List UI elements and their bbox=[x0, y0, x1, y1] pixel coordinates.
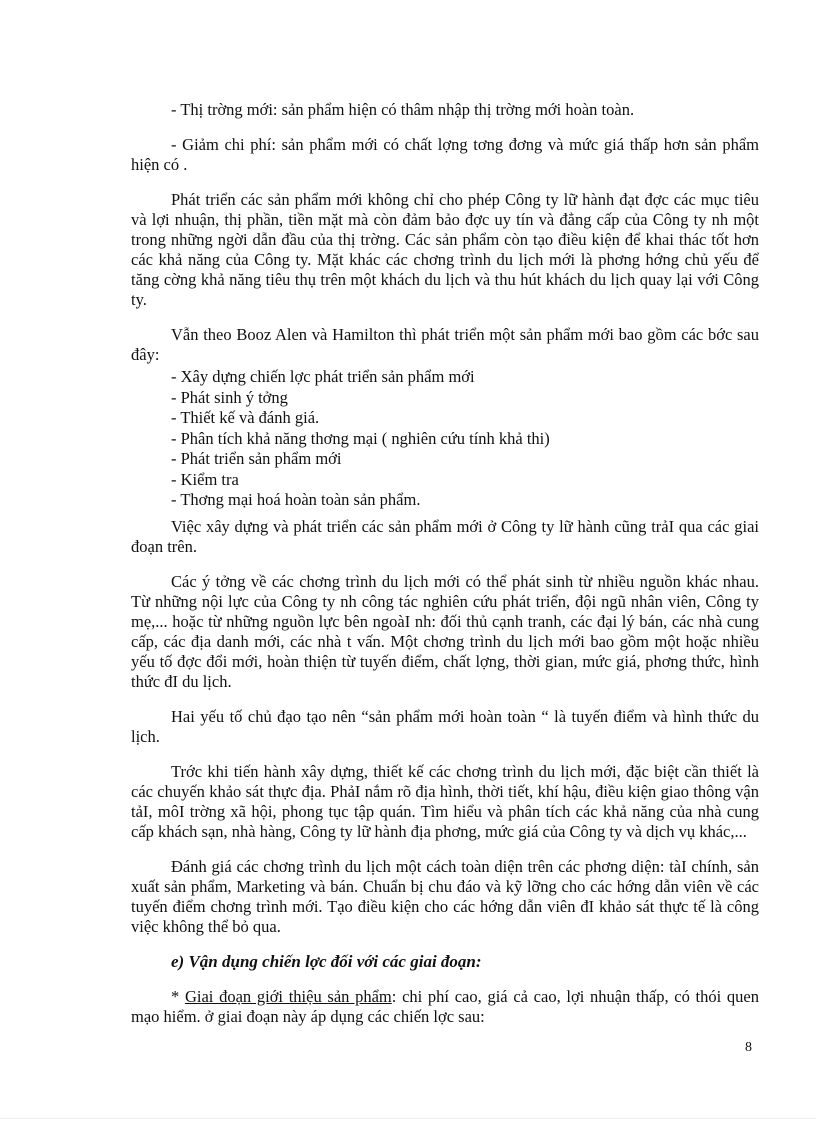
list-item: - Kiểm tra bbox=[171, 469, 239, 489]
underlined-term: Giai đoạn giới thiệu sản phẩm bbox=[184, 986, 392, 1006]
list-item: - Phát sinh ý tởng bbox=[171, 387, 288, 407]
list-item: - Thơng mại hoá hoàn toàn sản phẩm. bbox=[171, 490, 421, 509]
paragraph-intro-stage bbox=[131, 987, 759, 1027]
page-number: 8 bbox=[745, 1040, 752, 1055]
paragraph-benefits: Phát triển các sản phẩm mới không chỉ cho phép Công ty lữ hành đạt đợc các mục tiêu và lợi nhuận, thị phần, tiền mặt mà còn đảm bảo đợc uy tín và đẳng cấp của Công ty nh một trong những ngời dẫn đầu của thị trờng. Các sản phẩm còn tạo điều kiện để khai thác tốt hơn các khả năng của Công ty. Mặt khác các chơng trình du lịch mới là phơng hớng chủ yếu để tăng cờng khả năng tiêu thụ trên một khách du lịch và thu hút khách du lịch quay lại với Công ty. bbox=[131, 190, 759, 309]
paragraph-ideas: Các ý tởng về các chơng trình du lịch mới có thể phát sinh từ nhiều nguồn khác nhau. Từ những nội lực của Công ty nh công tác nghiên cứu phát triển, đội ngũ nhân viên, Công ty mẹ,... hoặc từ những nguồn lực bên ngoàI nh: đối thủ cạnh tranh, các đại lý bán, các nhà cung cấp, các địa danh mới, các nhà t vấn. Một chơng trình du lịch mới bao gồm một hoặc nhiều yếu tố đợc đổi mới, hoàn thiện từ tuyến điểm, chất lợng, thời gian, mức giá, phơng thức, hình thức đI du lịch. bbox=[131, 571, 759, 691]
list-item: - Phân tích khả năng thơng mại ( nghiên cứu tính khả thi) bbox=[171, 428, 550, 448]
paragraph-key-factors: Hai yếu tố chủ đạo tạo nên “sản phẩm mới hoàn toàn “ là tuyến điểm và hình thức du lịch. bbox=[131, 706, 759, 746]
list-item: - Phát triển sản phẩm mới bbox=[171, 449, 342, 468]
document-body bbox=[131, 100, 759, 1042]
steps-list bbox=[131, 367, 759, 511]
bullet-prefix: * bbox=[171, 986, 185, 1006]
paragraph-cost-reduction: - Giảm chi phí: sản phẩm mới có chất lợng tơng đơng và mức giá thấp hơn sản phẩm hiện có . bbox=[131, 135, 759, 174]
list-item: - Thiết kế và đánh giá. bbox=[171, 408, 320, 427]
list-item: - Xây dựng chiến lợc phát triển sản phẩm mới bbox=[171, 367, 475, 386]
paragraph-process: Việc xây dựng và phát triển các sản phẩm mới ở Công ty lữ hành cũng trảI qua các giai đoạn trên. bbox=[131, 516, 759, 556]
paragraph-new-market: - Thị trờng mới: sản phẩm hiện có thâm nhập thị trờng mới hoàn toàn. bbox=[171, 100, 635, 119]
paragraph-survey: Trớc khi tiến hành xây dựng, thiết kế các chơng trình du lịch mới, đặc biệt cần thiết là các chuyến khảo sát thực địa. PhảI nắm rõ địa hình, thời tiết, khí hậu, điều kiện giao thông vận tảI, môI trờng xã hội, phong tục tập quán. Tìm hiểu và phân tích các khả năng của nhà cung cấp khách sạn, nhà hàng, Công ty lữ hành địa phơng, mức giá của Công ty và dịch vụ khác,... bbox=[131, 761, 759, 841]
section-heading: e) Vận dụng chiến lợc đối với các giai đoạn: bbox=[171, 951, 482, 971]
paragraph-evaluation: Đánh giá các chơng trình du lịch một cách toàn diện trên các phơng diện: tàI chính, sản xuất sản phẩm, Marketing và bán. Chuẩn bị chu đáo và kỹ lỡng cho các hớng dẫn viên về các tuyến điểm chơng trình mới. Tạo điều kiện cho các hớng dẫn viên đI khảo sát thực tế là công việc không thể bỏ qua. bbox=[131, 856, 759, 936]
page-bottom-divider bbox=[0, 1118, 816, 1119]
paragraph-steps-intro: Vẫn theo Booz Alen và Hamilton thì phát triển một sản phẩm mới bao gồm các bớc sau đây: bbox=[131, 325, 759, 364]
paragraph-rest: : chi phí cao, giá cả cao, lợi nhuận thấp, có thói quen mạo hiểm. ở giai đoạn này áp dụng các chiến lợc sau: bbox=[131, 986, 760, 1026]
